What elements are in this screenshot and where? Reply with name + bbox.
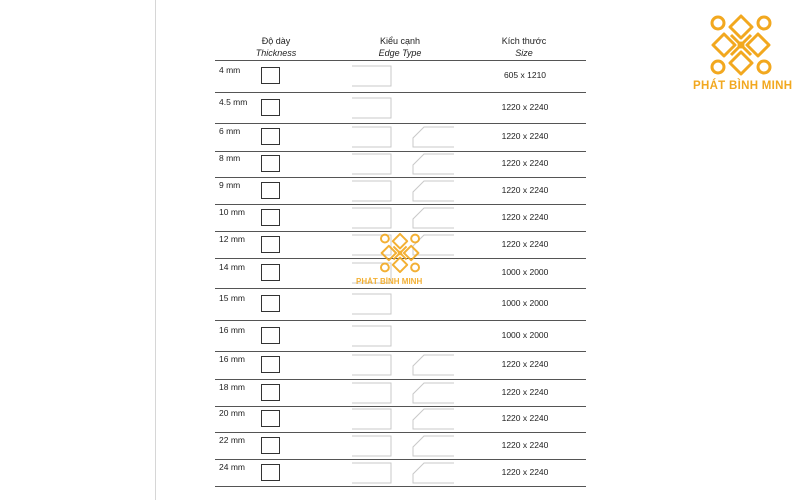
size-label: 1220 x 2240: [501, 101, 549, 112]
header-edge-en: Edge Type: [378, 48, 422, 58]
size-label: 1220 x 2240: [501, 238, 549, 249]
row-divider: [215, 486, 586, 487]
thickness-square-icon: [261, 295, 280, 312]
tapered-edge-icon: [410, 433, 454, 459]
thickness-label: 6 mm: [219, 126, 241, 136]
square-edge-icon: [350, 323, 394, 349]
thickness-label: 20 mm: [219, 408, 245, 418]
thickness-square-icon: [261, 356, 280, 373]
row-divider: [215, 379, 586, 380]
tapered-edge-icon: [410, 151, 454, 177]
header-edge-type: [360, 35, 440, 59]
tapered-edge-icon: [410, 178, 454, 204]
square-edge-icon: [350, 95, 394, 121]
size-label: 1220 x 2240: [501, 211, 549, 222]
size-label: 1220 x 2240: [501, 184, 549, 195]
square-edge-icon: [350, 151, 394, 177]
header-thickness: [236, 35, 316, 59]
gold-ornament-logo-icon: [708, 13, 774, 77]
square-edge-icon: [350, 380, 394, 406]
header-size-en: Size: [515, 48, 533, 58]
header-thickness-vi: Độ dày: [261, 36, 291, 46]
watermark-logo-icon: [378, 232, 422, 274]
square-edge-icon: [350, 460, 394, 486]
tapered-edge-icon: [410, 406, 454, 432]
row-divider: [215, 92, 586, 93]
thickness-square-icon: [261, 99, 280, 116]
square-edge-icon: [350, 178, 394, 204]
thickness-square-icon: [261, 67, 280, 84]
row-divider: [215, 177, 586, 178]
thickness-square-icon: [261, 236, 280, 253]
thickness-square-icon: [261, 464, 280, 481]
size-label: 1220 x 2240: [501, 386, 549, 397]
tapered-edge-icon: [410, 460, 454, 486]
row-divider: [215, 288, 586, 289]
thickness-square-icon: [261, 264, 280, 281]
square-edge-icon: [350, 433, 394, 459]
size-label: 1000 x 2000: [501, 267, 549, 277]
header-edge-vi: Kiểu cạnh: [379, 36, 421, 46]
thickness-square-icon: [261, 410, 280, 427]
watermark-brand-name: PHÁT BÌNH MINH: [356, 277, 423, 286]
tapered-edge-icon: [410, 352, 454, 378]
thickness-label: 8 mm: [219, 153, 241, 163]
tapered-edge-icon: [410, 380, 454, 406]
row-divider: [215, 351, 586, 352]
thickness-label: 9 mm: [219, 179, 241, 190]
page-divider-line: [155, 0, 156, 500]
row-divider: [215, 459, 586, 460]
thickness-label: 10 mm: [219, 206, 245, 217]
thickness-label: 15 mm: [219, 293, 245, 303]
size-label: 605 x 1210: [503, 70, 547, 80]
thickness-square-icon: [261, 327, 280, 344]
thickness-square-icon: [261, 384, 280, 401]
thickness-label: 16 mm: [219, 324, 245, 335]
thickness-label: 16 mm: [219, 354, 245, 364]
tapered-edge-icon: [410, 205, 454, 231]
row-divider: [215, 123, 586, 124]
thickness-label: 24 mm: [219, 461, 245, 472]
row-divider: [215, 151, 586, 152]
size-label: 1220 x 2240: [501, 359, 549, 369]
square-edge-icon: [350, 205, 394, 231]
brand-name: PHÁT BÌNH MINH: [693, 80, 793, 92]
thickness-square-icon: [261, 209, 280, 226]
header-thickness-en: Thickness: [255, 48, 297, 58]
thickness-square-icon: [261, 182, 280, 199]
row-divider: [215, 432, 586, 433]
tapered-edge-icon: [410, 124, 454, 150]
square-edge-icon: [350, 352, 394, 378]
thickness-square-icon: [261, 437, 280, 454]
header-size: [484, 35, 564, 59]
size-label: 1000 x 2000: [501, 329, 549, 340]
thickness-square-icon: [261, 155, 280, 172]
thickness-label: 14 mm: [219, 262, 245, 272]
thickness-square-icon: [261, 128, 280, 145]
header-size-vi: Kích thước: [501, 36, 547, 46]
row-divider: [215, 406, 586, 407]
size-label: 1220 x 2240: [501, 158, 549, 168]
thickness-label: 12 mm: [219, 233, 245, 244]
square-edge-icon: [350, 124, 394, 150]
row-divider: [215, 320, 586, 321]
square-edge-icon: [350, 406, 394, 432]
size-label: 1220 x 2240: [501, 439, 549, 450]
row-divider: [215, 60, 586, 61]
square-edge-icon: [350, 291, 394, 317]
size-label: 1220 x 2240: [501, 131, 549, 141]
thickness-label: 22 mm: [219, 434, 245, 445]
row-divider: [215, 204, 586, 205]
size-label: 1220 x 2240: [501, 466, 549, 477]
thickness-label: 18 mm: [219, 381, 245, 392]
size-label: 1220 x 2240: [501, 413, 549, 423]
thickness-label: 4 mm: [219, 65, 241, 75]
thickness-label: 4.5 mm: [219, 96, 248, 107]
size-label: 1000 x 2000: [501, 298, 549, 308]
square-edge-icon: [350, 63, 394, 89]
